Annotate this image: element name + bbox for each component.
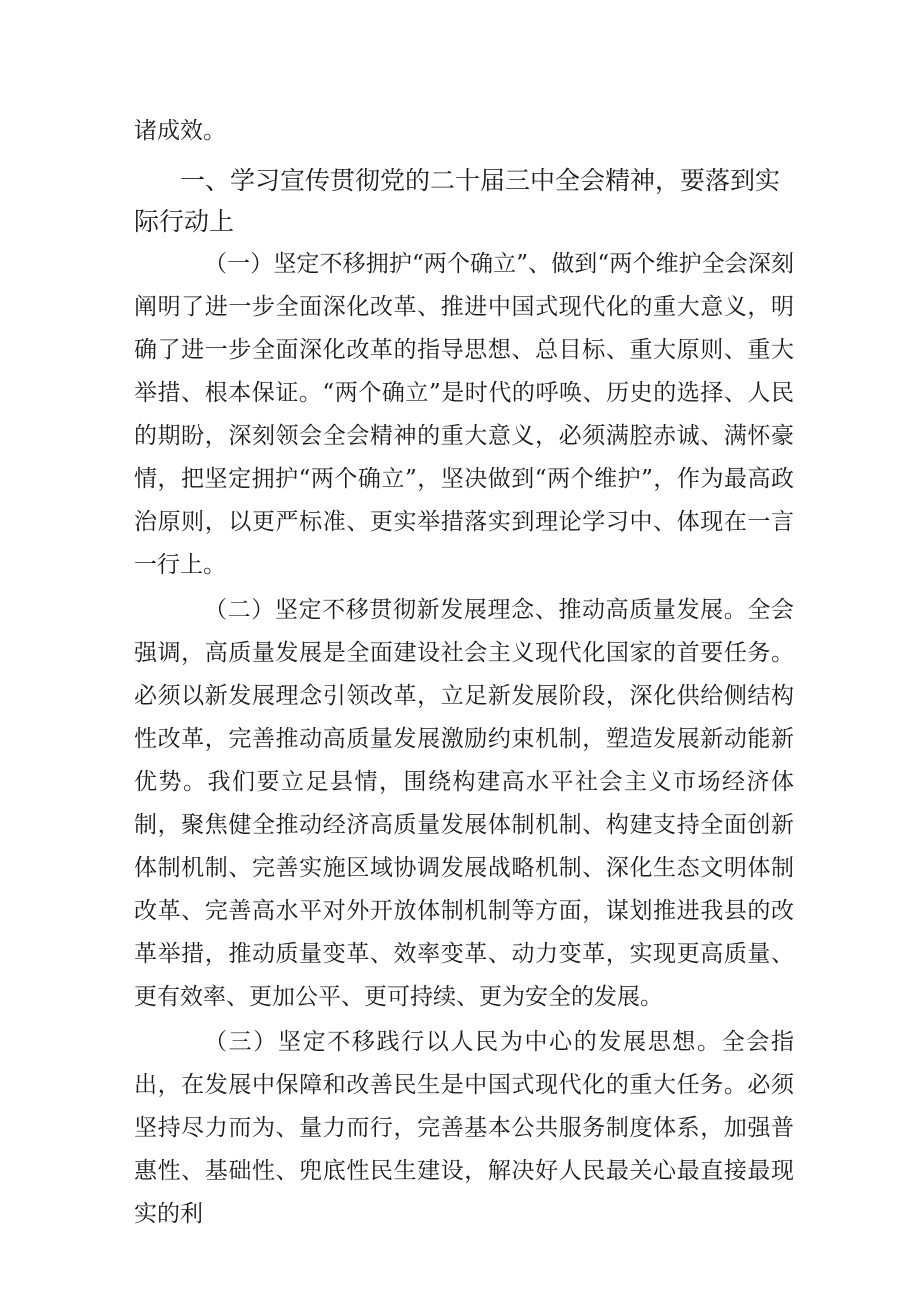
paragraph-continuation: 诸成效。 xyxy=(134,118,226,144)
paragraph-2: （二）坚定不移贯彻新发展理念、推动高质量发展。全会强调，高质量发展是全面建设社会主义现代化国家的首要任务。必须以新发展理念引领改革，立足新发展阶段，深化供给侧结构性改革，完善推动高质量发展激励约束机制，塑造发展新动能新优势。我们要立足县情，围绕构建高水平社会主义市场经济体制，聚焦健全推动经济高质量发展体制机制、构建支持全面创新体制机制、完善实施区域协调发展战略机制、深化生态文明体制改革、完善高水平对外开放体制机制等方面，谋划推进我县的改革举措，推动质量变革、效率变革、动力变革，实现更高质量、更有效率、更加公平、更可持续、更为安全的发展。 xyxy=(134,597,794,1010)
paragraph-3: （三）坚定不移践行以人民为中心的发展思想。全会指出，在发展中保障和改善民生是中国式现代化的重大任务。必须坚持尽力而为、量力而行，完善基本公共服务制度体系，加强普惠性、基础性、兜底性民生建设，解决好人民最关心最直接最现实的利 xyxy=(134,1029,794,1227)
paragraph-1: （一）坚定不移拥护“两个确立”、做到“两个维护全会深刻阐明了进一步全面深化改革、推进中国式现代化的重大意义，明确了进一步全面深化改革的指导思想、总目标、重大原则、重大举措、根本保证。“两个确立”是时代的呼唤、历史的选择、人民的期盼，深刻领会全会精神的重大意义，必须满腔赤诚、满怀豪情，把坚定拥护“两个确立”，坚决做到“两个维护”，作为最高政治原则，以更严标准、更实举措落实到理论学习中、体现在一言一行上。 xyxy=(134,251,794,578)
section-heading: 一、学习宣传贯彻党的二十届三中全会精神，要落到实际行动上 xyxy=(134,166,781,236)
